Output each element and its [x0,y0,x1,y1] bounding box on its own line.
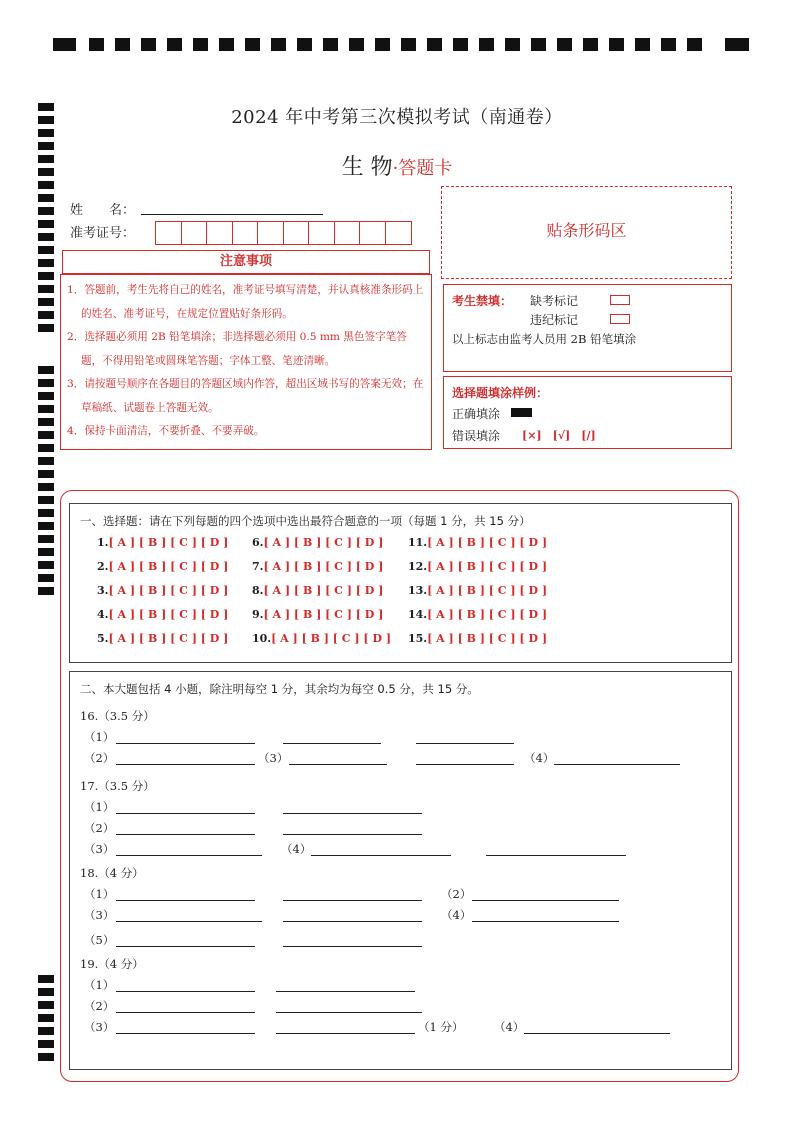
answer-line[interactable] [116,900,255,901]
choice-row[interactable]: 8.[ A ] [ B ] [ C ] [ D ] [252,584,384,597]
notice-item: 1．答题前，考生先将自己的姓名，准考证号填写清楚，并认真核准条形码上的姓名、准考证号，在规定位置贴好条形码。 [67,284,424,320]
choice-row[interactable]: 9.[ A ] [ B ] [ C ] [ D ] [252,608,384,621]
answer-line[interactable] [116,743,255,744]
section-fill-in [69,671,732,1070]
violation-label: 违纪标记 [530,313,579,327]
answer-line[interactable] [283,813,422,814]
answer-line[interactable] [283,946,422,947]
choice-row[interactable]: 7.[ A ] [ B ] [ C ] [ D ] [252,560,384,573]
absent-mark-box[interactable] [610,295,630,305]
choice-row[interactable]: 13.[ A ] [ B ] [ C ] [ D ] [408,584,548,597]
answer-line[interactable] [283,921,422,922]
answer-line[interactable] [116,991,255,992]
id-number-boxes[interactable] [155,221,412,245]
answer-line[interactable] [116,921,262,922]
violation-mark-box[interactable] [610,314,630,324]
answer-line[interactable] [554,764,680,765]
part-label: （4） [281,842,312,856]
question-19-header: 19.（4 分） [80,957,144,971]
card-label: ·答题卡 [392,158,453,179]
notice-item: 3．请按题号顺序在各题目的答题区域内作答，超出区域书写的答案无效；在草稿纸、试题卷上答题无效。 [67,378,424,414]
question-17-header: 17.（3.5 分） [80,779,155,793]
name-field[interactable] [141,214,323,215]
correct-fill-mark [511,408,532,417]
part-label: （4） [524,751,555,765]
answer-line[interactable] [283,743,381,744]
answer-line[interactable] [276,991,415,992]
choice-row[interactable]: 4.[ A ] [ B ] [ C ] [ D ] [97,608,229,621]
part-label: （1） [84,978,115,992]
part-label: （3） [84,1020,115,1034]
notice-item: 4．保持卡面清洁，不要折叠、不要弄破。 [67,425,265,437]
subject-title [0,150,794,181]
fill-sample-title: 选择题填涂样例： [452,386,549,400]
part-label: （2） [84,751,115,765]
part-label: （3） [84,908,115,922]
top-timing-marks [53,38,749,52]
answer-line[interactable] [276,1033,415,1034]
question-16-header: 16.（3.5 分） [80,709,155,723]
answer-line[interactable] [416,764,514,765]
answer-line[interactable] [289,764,387,765]
answer-line[interactable] [116,946,255,947]
part-label: （1） [84,800,115,814]
answer-line[interactable] [116,834,255,835]
section1-title: 一、选择题：请在下列每题的四个选项中选出最符合题意的一项（每题 1 分，共 15 分） [80,514,531,528]
question-18-header: 18.（4 分） [80,866,144,880]
choice-row[interactable]: 14.[ A ] [ B ] [ C ] [ D ] [408,608,548,621]
answer-line[interactable] [116,1033,255,1034]
forbidden-label: 考生禁填： [452,294,513,308]
choice-row[interactable]: 2.[ A ] [ B ] [ C ] [ D ] [97,560,229,573]
choice-row[interactable]: 15.[ A ] [ B ] [ C ] [ D ] [408,632,548,645]
answer-line[interactable] [311,855,451,856]
choice-row[interactable]: 1.[ A ] [ B ] [ C ] [ D ] [97,536,229,549]
section2-title: 二、本大题包括 4 小题，除注明每空 1 分，其余均为每空 0.5 分，共 15 分。 [80,682,479,696]
choice-row[interactable]: 6.[ A ] [ B ] [ C ] [ D ] [252,536,384,549]
choice-row[interactable]: 10.[ A ] [ B ] [ C ] [ D ] [252,632,392,645]
answer-line[interactable] [116,1012,255,1013]
forbidden-box [443,284,732,372]
part-label: （4） [494,1020,525,1034]
answer-line[interactable] [486,855,626,856]
answer-line[interactable] [116,855,262,856]
part-label: （2） [441,887,472,901]
correct-fill-label: 正确填涂 [452,407,501,421]
answer-line[interactable] [416,743,514,744]
name-label: 姓 名： [70,203,136,218]
answer-line[interactable] [276,1012,422,1013]
notice-item: 2．选择题必须用 2B 铅笔填涂；非选择题必须用 0.5 mm 黑色签字笔答题，不得用铅笔或圆珠笔答题；字体工整、笔迹清晰。 [67,331,407,367]
part-label: （2） [84,999,115,1013]
part-label: （5） [84,933,115,947]
fill-sample-box [443,376,732,449]
id-label: 准考证号： [70,226,136,241]
notice-body [60,274,432,450]
part-label: （1） [84,887,115,901]
part-label: （3） [84,842,115,856]
answer-line[interactable] [283,834,422,835]
answer-line[interactable] [472,900,619,901]
points-note: （1 分） [418,1020,464,1034]
absent-label: 缺考标记 [530,294,579,308]
choice-row[interactable]: 5.[ A ] [ B ] [ C ] [ D ] [97,632,229,645]
subject-name: 生 物 [341,155,393,180]
answer-line[interactable] [472,921,619,922]
answer-line[interactable] [283,900,422,901]
choice-row[interactable]: 11.[ A ] [ B ] [ C ] [ D ] [408,536,548,549]
answer-line[interactable] [116,764,255,765]
wrong-fill-label: 错误填涂 [452,429,501,443]
choice-row[interactable]: 3.[ A ] [ B ] [ C ] [ D ] [97,584,229,597]
exam-title: 2024 年中考第三次模拟考试（南通卷） [231,107,563,128]
answer-line[interactable] [116,813,255,814]
part-label: （1） [84,730,115,744]
forbidden-note: 以上标志由监考人员用 2B 铅笔填涂 [452,332,637,346]
wrong-fill-marks: [×] [√] [/] [522,429,596,442]
part-label: （2） [84,821,115,835]
notice-title: 注意事项 [62,250,430,274]
answer-line[interactable] [524,1033,670,1034]
choice-row[interactable]: 12.[ A ] [ B ] [ C ] [ D ] [408,560,548,573]
part-label: （3） [258,751,289,765]
part-label: （4） [441,908,472,922]
barcode-area: 贴条形码区 [441,186,732,279]
